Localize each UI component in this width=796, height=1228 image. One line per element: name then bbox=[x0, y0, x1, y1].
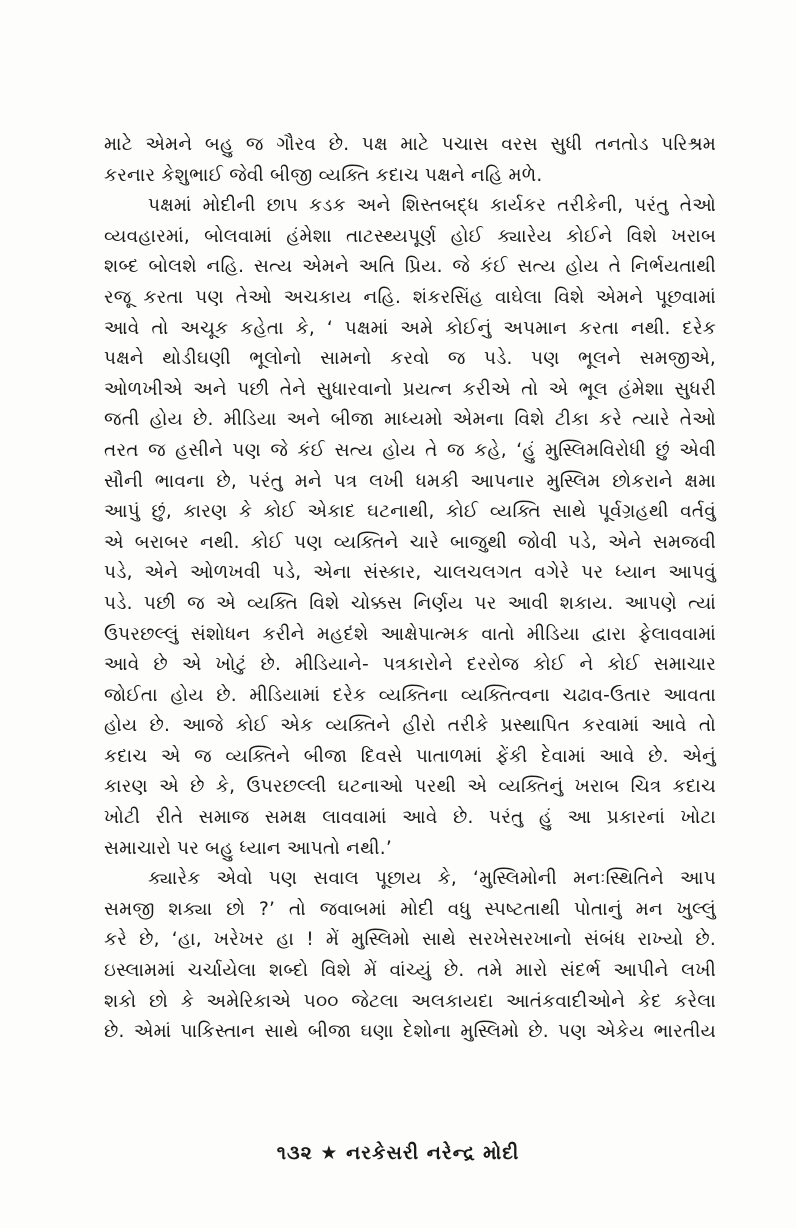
text-line: કદાચ એ જ વ્યક્તિને બીજા દિવસે પાતાળમાં ફેંકી દેવામાં આવે છે. એનું bbox=[104, 745, 716, 767]
page-footer: ૧૩૨ ★ નરકેસરી નરેન્દ્ર મોદી bbox=[276, 1142, 520, 1164]
text-line: કરે છે, ‘હા, ખરેખર હા ! મેં મુસ્લિમો સાથે સરખેસરખાનો સંબંધ રાખ્યો છે. bbox=[104, 929, 716, 951]
text-line: આવે છે એ ખોટું છે. મીડિયાને- પત્રકારોને દરરોજ કોઈ ને કોઈ સમાચાર bbox=[104, 654, 716, 676]
text-line: કારણ એ છે કે, ઉપરછલ્લી ઘટનાઓ પરથી એ વ્યક્તિનું ખરાબ ચિત્ર કદાચ bbox=[104, 776, 716, 798]
text-line: ઇસ્લામમાં ચર્ચાયેલા શબ્દો વિશે મેં વાંચ્યું છે. તમે મારો સંદર્ભ આપીને લખી bbox=[104, 960, 716, 982]
text-line: ખોટી રીતે સમાજ સમક્ષ લાવવામાં આવે છે. પરંતુ હું આ પ્રકારનાં ખોટા bbox=[104, 807, 716, 829]
text-line: ઉપરછલ્લું સંશોધન કરીને મહદંશે આક્ષેપાત્મક વાતો મીડિયા દ્વારા ફેલાવવામાં bbox=[104, 623, 716, 645]
text-line: સમજી શક્યા છો ?’ તો જવાબમાં મોદી વધુ સ્પષ્ટતાથી પોતાનું મન ખુલ્લું bbox=[104, 898, 716, 920]
text-line: પડે, એને ઓળખવી પડે, એના સંસ્કાર, ચાલચલગત વગેરે પર ધ્યાન આપવું bbox=[104, 562, 716, 584]
text-line: ક્યારેક એવો પણ સવાલ પૂછાય કે, ‘મુસ્લિમોની મનઃસ્થિતિને આપ bbox=[148, 868, 716, 890]
text-line: આવે તો અચૂક કહેતા કે, ‘ પક્ષમાં અમે કોઈનું અપમાન કરતા નથી. દરેક bbox=[104, 317, 716, 339]
text-line: સૌની ભાવના છે, પરંતુ મને પત્ર લખી ધમકી આપનાર મુસ્લિમ છોકરાને ક્ષમા bbox=[104, 470, 716, 492]
text-line: રજૂ કરતા પણ તેઓ અચકાય નહિ. શંકરસિંહ વાઘેલા વિશે એમને પૂછવામાં bbox=[104, 286, 716, 308]
text-line: પડે. પછી જ એ વ્યક્તિ વિશે ચોક્કસ નિર્ણય પર આવી શકાય. આપણે ત્યાં bbox=[104, 592, 716, 614]
text-line: એ બરાબર નથી. કોઈ પણ વ્યક્તિને ચારે બાજુથી જોવી પડે, એને સમજવી bbox=[104, 531, 716, 553]
text-line: વ્યવહારમાં, બોલવામાં હંમેશા તાટસ્થ્યપૂર્ણ હોઈ ક્યારેય કોઈને વિશે ખરાબ bbox=[104, 225, 716, 247]
text-line: જતી હોય છે. મીડિયા અને બીજા માધ્યમો એમના વિશે ટીકા કરે ત્યારે તેઓ bbox=[104, 409, 716, 431]
text-line: કરનાર કેશુભાઈ જેવી બીજી વ્યક્તિ કદાચ પક્ષને નહિ મળે. bbox=[104, 164, 543, 186]
text-line: પક્ષમાં મોદીની છાપ કડક અને શિસ્તબદ્ધ કાર્યકર તરીકેની, પરંતુ તેઓ bbox=[148, 195, 716, 217]
text-line: ઓળખીએ અને પછી તેને સુધારવાનો પ્રયત્ન કરીએ તો એ ભૂલ હંમેશા સુધરી bbox=[104, 378, 716, 400]
text-line: આપું છું, કારણ કે કોઈ એકાદ ઘટનાથી, કોઈ વ્યક્તિ સાથે પૂર્વગ્રહથી વર્તવું bbox=[104, 501, 716, 523]
text-line: છે. એમાં પાકિસ્તાન સાથે બીજા ઘણા દેશોના મુસ્લિમો છે. પણ એકેય ભારતીય bbox=[104, 1021, 716, 1043]
text-line: શકો છો કે અમેરિકાએ ૫૦૦ જેટલા અલકાયદા આતંકવાદીઓને કેદ કરેલા bbox=[104, 990, 716, 1012]
text-line: સમાચારો પર બહુ ધ્યાન આપતો નથી.’ bbox=[104, 837, 392, 859]
body-text bbox=[104, 130, 716, 1048]
text-line: જોઈતા હોય છે. મીડિયામાં દરેક વ્યક્તિના વ્યક્તિત્વના ચઢાવ-ઉતાર આવતા bbox=[104, 684, 716, 706]
text-line: શબ્દ બોલશે નહિ. સત્ય એમને અતિ પ્રિય. જે કંઈ સત્ય હોય તે નિર્ભયતાથી bbox=[104, 256, 716, 278]
text-line: તરત જ હસીને પણ જે કંઈ સત્ય હોય તે જ કહે, ‘હું મુસ્લિમવિરોધી છું એવી bbox=[104, 439, 716, 461]
text-line: માટે એમને બહુ જ ગૌરવ છે. પક્ષ માટે પચાસ વરસ સુધી તનતોડ પરિશ્રમ bbox=[104, 134, 716, 155]
text-line: પક્ષને થોડીઘણી ભૂલોનો સામનો કરવો જ પડે. પણ ભૂલને સમજીએ, bbox=[104, 348, 716, 370]
text-line: હોય છે. આજે કોઈ એક વ્યક્તિને હીરો તરીકે પ્રસ્થાપિત કરવામાં આવે તો bbox=[104, 715, 716, 737]
